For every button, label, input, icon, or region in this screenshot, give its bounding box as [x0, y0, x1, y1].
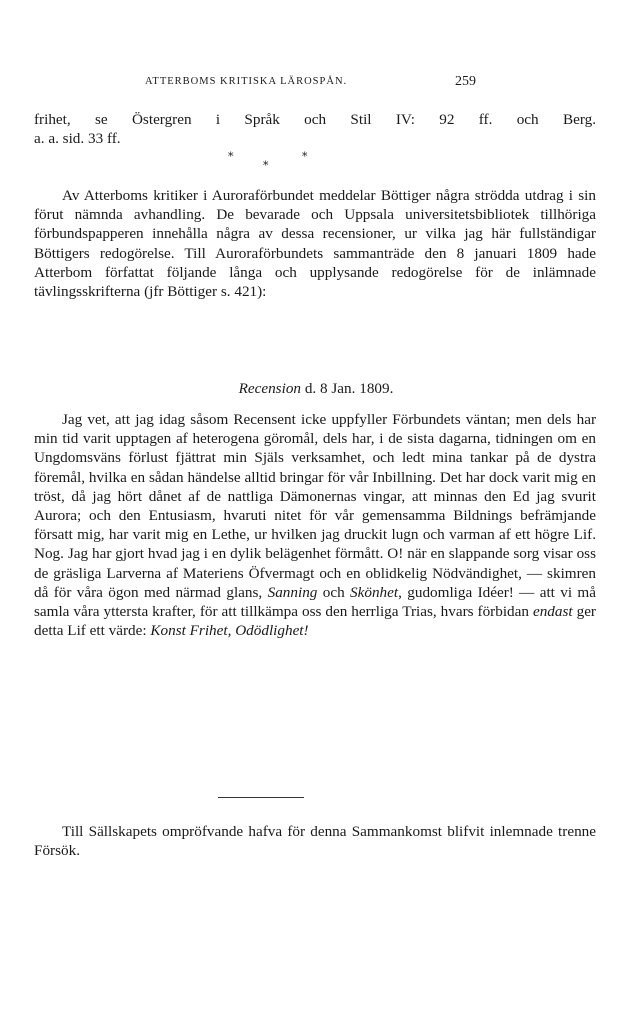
- emphasis-endast: endast: [532, 603, 573, 621]
- running-head: ATTERBOMS KRITISKA LÄROSPÅN.: [145, 76, 348, 87]
- paragraph-text: ger detta Lif ett värde:: [34, 603, 596, 640]
- emphasis-sanning: Sanning: [267, 583, 318, 601]
- section-rule: [218, 797, 304, 798]
- intro-line: a. a. sid. 33 ff.: [34, 130, 121, 148]
- asterisk: *: [263, 159, 269, 172]
- recension-heading-date: d. 8 Jan. 1809.: [301, 380, 394, 397]
- asterisk: *: [228, 150, 234, 163]
- emphasis-skonhet: Skönhet: [350, 583, 399, 601]
- paragraph-intro: [34, 186, 596, 301]
- paragraph-text: , gudomliga Idéer! — att vi må samla våra yttersta krafter, för att tillkämpa oss den herrliga Trias, hvars förbidan: [34, 583, 596, 621]
- paragraph-text: Jag vet, att jag idag såsom Recensent icke uppfyller Förbundets väntan; men dels har min tid varit upptagen af heterogena göromål, dels har, i de sista dagarna, tidningen om en Ungdomsväns förlust fjättrat min Själs verksamhet, och ledt mina tankar på de dystra föremål, hvilka en sådan händelse alltid bringar för vår Inbillning. Det har dock varit mig en tröst, då jag hört dånet af de nattliga Dämonernas vingar, att minnas den Ed jag svurit Aurora; och den Entusiasm, hvaruti nitet för vår gemensamma Bildnings befrämjande försatt mig, har varit mig en Lethe, ur hvilken jag druckit lugn och varman af ett högre Lif. Nog. Jag har gjort hvad jag i en dylik belägenhet förmått. O! när en slappande sorg visar oss de gräsliga Larverna af Materiens Öfvermagt och en oblidkelig Nödvändighet, — skimren då för våra ögon med närmad glans,: [34, 411, 596, 601]
- emphasis-closing: Konst Frihet, Odödlighet!: [150, 622, 309, 640]
- paragraph-closing: [34, 822, 596, 860]
- paragraph: Till Sällskapets ompröfvande hafva för denna Sammankomst blifvit inlemnade trenne Försök.: [34, 823, 596, 860]
- recension-heading: [0, 380, 632, 398]
- page-number: 259: [455, 74, 476, 89]
- paragraph-text: och: [317, 583, 351, 601]
- asterisk: *: [302, 150, 308, 163]
- paragraph-recension: [34, 410, 596, 640]
- paragraph: Av Atterboms kritiker i Auroraförbundet meddelar Böttiger några strödda utdrag i sin förut nämnda avhandling. De bevarade och Uppsala universitetsbibliotek tillhöriga förbundspapperen innehålla några av dessa recensioner, ur vilka jag här fullständigar Böttigers redogörelse. Till Auroraförbundets sammanträde den 8 januari 1809 hade Atterbom författat följande långa och upplysande redogörelse för de inlämnade tävlingsskrifterna (jfr Böttiger s. 421):: [34, 187, 596, 301]
- intro-text: [34, 110, 596, 148]
- paragraph: [34, 410, 596, 640]
- intro-line: frihet, se Östergren i Språk och Stil IV: 92 ff. och Berg.: [34, 111, 596, 128]
- asterism: [0, 150, 632, 170]
- recension-heading-word: Recension: [238, 380, 302, 397]
